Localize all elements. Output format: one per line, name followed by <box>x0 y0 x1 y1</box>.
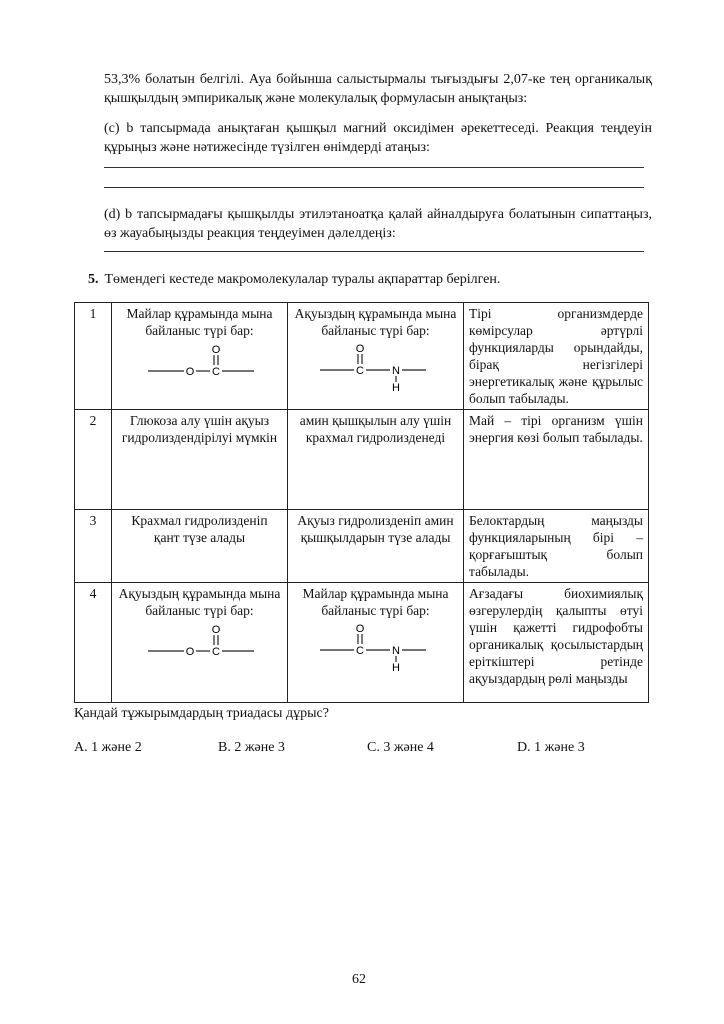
table-row <box>75 410 649 510</box>
statement-cell: Ақуыз гидролизденіп амин қышқылдарын түзе алады <box>288 510 464 583</box>
row-number: 2 <box>75 410 112 510</box>
atom-label-o: O <box>355 343 364 355</box>
atom-label-o: O <box>185 366 194 377</box>
row-number: 1 <box>75 303 112 410</box>
statement-cell <box>112 583 288 703</box>
statement-cell: Крахмал гидролизденіп қант түзе алады <box>112 510 288 583</box>
table-row <box>75 510 649 583</box>
atom-label-o: O <box>211 624 220 636</box>
amide-bond-figure <box>316 621 436 671</box>
atom-label-n: N <box>391 645 400 657</box>
statement-cell: Белоктардың маңызды функцияларының бірі – қорғағыштық болып табылады. <box>464 510 649 583</box>
problem-text-continued: 53,3% болатын белгілі. Ауа бойынша салыстырмалы тығыздығы 2,07-ке тең органикалық қышқылдың эмпирикалық және молекулалық формуласын анықтаңыз: <box>104 72 652 106</box>
statement-cell: Тірі организмдерде көмірсулар әртүрлі функцияларды орындайды, бірақ негізгілері энергетикалық және құрылыс болып табылады. <box>464 303 649 410</box>
statement-text: Ақуыздың құрамында мына байланыс түрі бар: <box>118 586 281 618</box>
table-row <box>75 583 649 703</box>
page-number: 62 <box>352 972 366 987</box>
question-number: 5. <box>88 272 99 287</box>
atom-label-h: H <box>391 662 400 671</box>
ester-bond-figure <box>140 621 260 657</box>
atom-label-o: O <box>355 623 364 635</box>
atom-label-n: N <box>391 365 400 377</box>
atom-label-c: C <box>211 646 220 657</box>
question-5-heading <box>88 272 500 288</box>
statement-cell: Май – тірі организм үшін энергия көзі болып табылады. <box>464 410 649 510</box>
macromolecule-table <box>74 302 649 703</box>
statement-text: Майлар құрамында мына байланыс түрі бар: <box>126 306 273 338</box>
atom-label-h: H <box>391 382 400 391</box>
statement-cell: амин қышқылын алу үшін крахмал гидролизденеді <box>288 410 464 510</box>
statement-cell <box>288 303 464 410</box>
atom-label-c: C <box>355 645 364 657</box>
statement-cell <box>112 303 288 410</box>
ester-bond-figure <box>140 341 260 377</box>
atom-label-c: C <box>211 366 220 377</box>
answer-line[interactable] <box>104 251 644 252</box>
answer-option-b[interactable]: B. 2 және 3 <box>218 740 285 755</box>
statement-cell: Глюкоза алу үшін ақуыз гидролиздендірілуі мүмкін <box>112 410 288 510</box>
statement-cell <box>288 583 464 703</box>
row-number: 3 <box>75 510 112 583</box>
atom-label-o: O <box>185 646 194 657</box>
answer-line[interactable] <box>104 167 644 168</box>
answer-option-a[interactable]: A. 1 және 2 <box>74 740 142 755</box>
answer-line[interactable] <box>104 187 644 188</box>
answer-option-c[interactable]: C. 3 және 4 <box>367 740 434 755</box>
statement-cell: Ағзадағы биохимиялық өзгерулердің қалыпты өтуі үшін қажетті гидрофобты органикалық қосылыстардың еріткіштері ретінде ақуыздардың рөлі маңызды <box>464 583 649 703</box>
task-c-text: (c) b тапсырмада анықтаған қышқыл магний оксидімен әрекеттеседі. Реакция теңдеуін құрыңыз және нәтижесінде түзілген өнімдерді атаңыз: <box>104 121 652 155</box>
atom-label-c: C <box>355 365 364 377</box>
question-prompt: Қандай тұжырымдардың триадасы дұрыс? <box>74 706 329 721</box>
answer-option-d[interactable]: D. 1 және 3 <box>517 740 585 755</box>
atom-label-o: O <box>211 344 220 356</box>
question-5-text: Төмендегі кестеде макромолекулалар туралы ақпараттар берілген. <box>104 272 501 287</box>
amide-bond-figure <box>316 341 436 391</box>
statement-text: Майлар құрамында мына байланыс түрі бар: <box>302 586 449 618</box>
row-number: 4 <box>75 583 112 703</box>
table-row <box>75 303 649 410</box>
task-d-text: (d) b тапсырмадағы қышқылды этилэтаноатқа қалай айналдыруға болатынын сипаттаңыз, өз жауабыңызды реакция теңдеуімен дәлелдеңіз: <box>104 207 652 241</box>
statement-text: Ақуыздың құрамында мына байланыс түрі бар: <box>294 306 457 338</box>
